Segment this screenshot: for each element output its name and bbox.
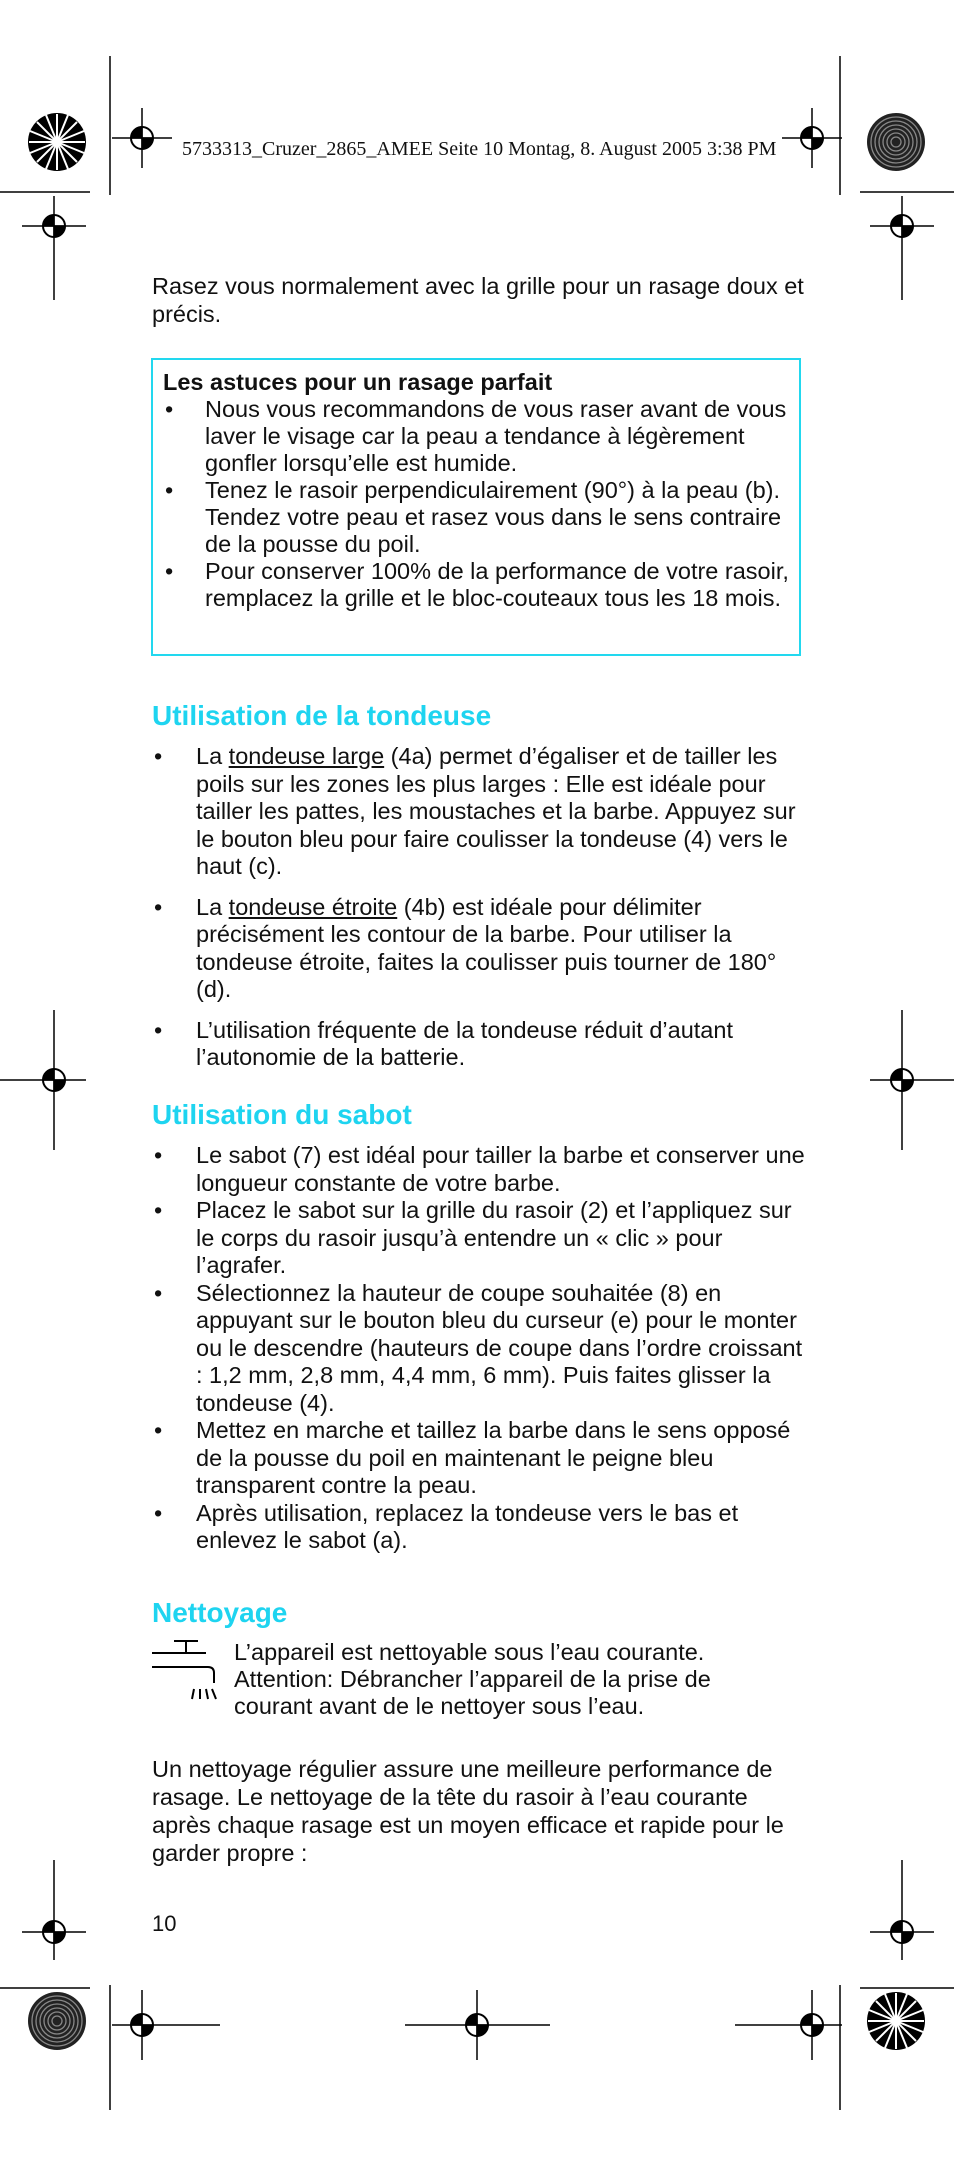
list-item: • Placez le sabot sur la grille du rasoir (2) et l’appliquez sur le corps du rasoir jusqu’à entendre un « clic » pour l’agrafer. xyxy=(152,1197,812,1280)
print-header: 5733313_Cruzer_2865_AMEE Seite 10 Montag, 8. August 2005 3:38 PM xyxy=(182,138,777,160)
comb-list xyxy=(152,1142,812,1555)
list-item: • Après utilisation, replacez la tondeuse vers le bas et enlevez le sabot (a). xyxy=(152,1500,812,1555)
tips-list xyxy=(163,396,789,612)
section-heading-trimmer: Utilisation de la tondeuse xyxy=(152,700,492,731)
color-calibration-target-icon xyxy=(28,1992,86,2050)
registration-mark-icon xyxy=(405,1990,550,2060)
color-calibration-target-icon xyxy=(867,113,925,171)
list-item: • Sélectionnez la hauteur de coupe souhaitée (8) en appuyant sur le bouton bleu du curseur (e) pour le monter ou le descendre (hauteurs de coupe dans l’ordre croissant : 1,2 mm, 2,8 mm, 4,4 mm, 6 mm). Puis faites glisser la tondeuse (4). xyxy=(152,1280,812,1418)
list-item: • Nous vous recommandons de vous raser avant de vous laver le visage car la peau a tendance à légèrement gonfler lorsqu’elle est humide. xyxy=(163,396,789,477)
list-item: • La tondeuse étroite (4b) est idéale pour délimiter précisément les contour de la barbe. Pour utiliser la tondeuse étroite, faites la coulisser puis tourner de 180° (d). xyxy=(152,894,812,1004)
list-item: • La tondeuse large (4a) permet d’égaliser et de tailler les poils sur les zones les plus larges : Elle est idéale pour tailler les pattes, les moustaches et la barbe. Appuyez sur le bouton bleu pour faire coulisser la tondeuse (4) vers le haut (c). xyxy=(152,743,812,881)
term-wide-trimmer: tondeuse large xyxy=(228,743,385,769)
section-heading-cleaning: Nettoyage xyxy=(152,1597,288,1628)
term-narrow-trimmer: tondeuse étroite xyxy=(228,893,398,920)
registration-mark-icon xyxy=(22,196,86,300)
registration-mark-icon xyxy=(0,1010,86,1150)
list-item: • L’utilisation fréquente de la tondeuse réduit d’autant l’autonomie de la batterie. xyxy=(152,1017,812,1072)
color-calibration-target-icon xyxy=(28,113,86,171)
section-heading-comb: Utilisation du sabot xyxy=(152,1099,412,1130)
tips-title: Les astuces pour un rasage parfait xyxy=(163,369,553,395)
registration-mark-icon xyxy=(870,1860,934,1960)
color-calibration-target-icon xyxy=(867,1992,925,2050)
cleaning-note: L’appareil est nettoyable sous l’eau courante. Attention: Débrancher l’appareil de la prise de courant avant de le nettoyer sous l’eau. xyxy=(234,1639,711,1719)
list-item: • Le sabot (7) est idéal pour tailler la barbe et conserver une longueur constante de votre barbe. xyxy=(152,1142,812,1197)
registration-mark-icon xyxy=(782,108,842,168)
registration-mark-icon xyxy=(735,1990,842,2060)
cleaning-paragraph: Un nettoyage régulier assure une meilleure performance de rasage. Le nettoyage de la tête du rasoir à l’eau courante après chaque rasage est un moyen efficace et rapide pour le garder propre : xyxy=(152,1756,784,1866)
list-item: • Mettez en marche et taillez la barbe dans le sens opposé de la pousse du poil en maintenant le peigne bleu transparent contre la peau. xyxy=(152,1417,812,1500)
registration-mark-icon xyxy=(112,108,172,168)
registration-mark-icon xyxy=(22,1860,86,1960)
tips-box xyxy=(151,358,801,656)
registration-mark-icon xyxy=(870,196,934,300)
list-item: • Pour conserver 100% de la performance de votre rasoir, remplacez la grille et le bloc-couteaux tous les 18 mois. xyxy=(163,558,789,612)
intro-paragraph: Rasez vous normalement avec la grille pour un rasage doux et précis. xyxy=(152,273,804,327)
registration-mark-icon xyxy=(870,1010,954,1150)
trimmer-list xyxy=(152,743,812,1085)
page-number: 10 xyxy=(152,1911,177,1936)
list-item: • Tenez le rasoir perpendiculairement (90°) à la peau (b). Tendez votre peau et rasez vous dans le sens contraire de la pousse du poil. xyxy=(163,477,789,558)
water-tap-icon xyxy=(150,1637,226,1703)
registration-mark-icon xyxy=(112,1990,220,2060)
